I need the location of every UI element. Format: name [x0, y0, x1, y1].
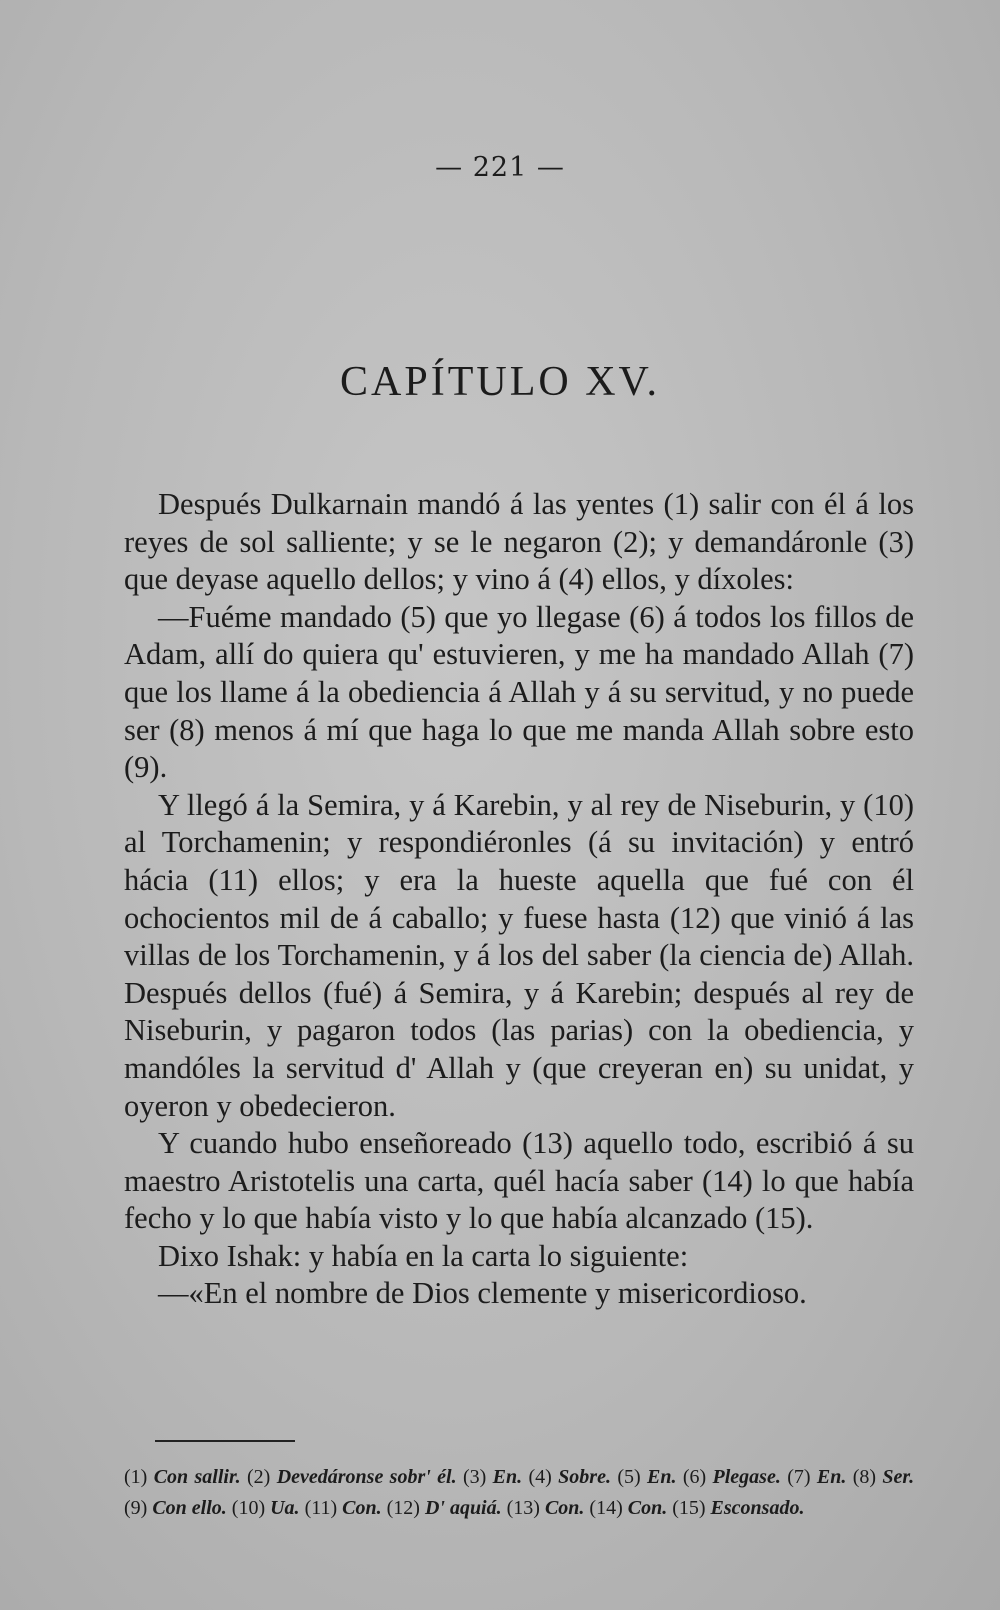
- footnote: [247, 1466, 457, 1488]
- footnote-number: (6): [682, 1466, 707, 1488]
- footnote-text: En.: [647, 1466, 677, 1488]
- footnote-number: (8): [852, 1466, 877, 1488]
- page-number: — 221 —: [435, 152, 565, 183]
- footnote-number: (4): [528, 1466, 552, 1488]
- footnotes: [124, 1462, 914, 1524]
- footnote: [463, 1466, 522, 1488]
- footnote-number: (14): [589, 1497, 623, 1519]
- footnote-text: Sobre.: [558, 1466, 611, 1488]
- footnote: [124, 1497, 227, 1519]
- footnote: [683, 1466, 781, 1488]
- footnote-number: (11): [304, 1497, 338, 1519]
- footnote-text: D' aquiá.: [424, 1497, 502, 1519]
- footnote: [507, 1497, 585, 1519]
- footnote: [528, 1466, 610, 1488]
- footnote-number: (7): [787, 1466, 811, 1488]
- footnote-text: Con sallir.: [153, 1466, 241, 1488]
- footnote-text: Con.: [544, 1497, 585, 1519]
- paragraph: Y llegó á la Semira, y á Karebin, y al rey de Niseburin, y (10) al Torchamenin; y respondiéronles (á su invitación) y entró hácia (11) ellos; y era la hueste aquella que fué con él ochocientos mil de á caballo; y fuese hasta (12) que vinió á las villas de los Torchamenin, y á los del saber (la ciencia de) Allah. Después dellos (fué) á Semira, y á Karebin; después al rey de Niseburin, y pagaron todos (las parias) con la obediencia, y mandóles la servitud d' Allah y (que creyeran en) su unidat, y oyeron y obedecieron.: [124, 787, 914, 1123]
- footnote-text: Con.: [627, 1497, 668, 1519]
- footnote-text: Ua.: [270, 1497, 300, 1519]
- footnote-number: (13): [506, 1497, 540, 1519]
- footnote-text: Esconsado.: [710, 1497, 805, 1519]
- footnote-number: (12): [386, 1497, 420, 1519]
- paragraph: —Fuéme mandado (5) que yo llegase (6) á todos los fillos de Adam, allí do quiera qu' estuvieren, y me ha mandado Allah (7) que los llame á la obediencia á Allah y á su servitud, y no puede ser (8) menos á mí que haga lo que me manda Allah sobre esto (9).: [124, 599, 914, 785]
- footnote-divider: [155, 1440, 295, 1442]
- paragraph: Después Dulkarnain mandó á las yentes (1) salir con él á los reyes de sol salliente; y se le negaron (2); y demandáronle (3) que deyase aquello dellos; y vino á (4) ellos, y díxoles:: [124, 487, 914, 597]
- footnote: [787, 1466, 846, 1488]
- footnote-text: Con ello.: [152, 1497, 227, 1519]
- footnote: [672, 1497, 804, 1519]
- footnote-number: (2): [247, 1466, 271, 1488]
- paragraph: Dixo Ishak: y había en la carta lo siguiente:: [158, 1238, 689, 1273]
- footnote-number: (10): [231, 1497, 266, 1519]
- footnote: [232, 1497, 300, 1519]
- footnote-text: En.: [816, 1466, 847, 1488]
- body-text: [124, 486, 914, 1313]
- footnote: [853, 1466, 914, 1488]
- footnote-text: En.: [492, 1466, 523, 1488]
- footnote: [589, 1497, 667, 1519]
- footnote-text: Ser.: [882, 1466, 915, 1488]
- footnote-number: (1): [124, 1466, 148, 1488]
- footnote-number: (15): [672, 1497, 706, 1519]
- chapter-title: CAPÍTULO XV.: [340, 359, 660, 405]
- footnote: [305, 1497, 382, 1519]
- footnote-number: (5): [617, 1466, 641, 1488]
- footnote-text: Con.: [342, 1497, 382, 1519]
- footnote: [387, 1497, 502, 1519]
- footnote: [124, 1466, 241, 1488]
- footnote-text: Plegase.: [712, 1466, 781, 1488]
- paragraph: Y cuando hubo enseñoreado (13) aquello todo, escribió á su maestro Aristotelis una carta, quél hacía saber (14) lo que había fecho y lo que había visto y lo que había alcanzado (15).: [124, 1126, 914, 1236]
- paragraph: —«En el nombre de Dios clemente y misericordioso.: [158, 1276, 807, 1311]
- footnote-text: Devedáronse sobr' él.: [276, 1466, 457, 1488]
- footnote-number: (9): [124, 1497, 148, 1519]
- footnote: [617, 1466, 676, 1488]
- footnote-number: (3): [462, 1466, 487, 1488]
